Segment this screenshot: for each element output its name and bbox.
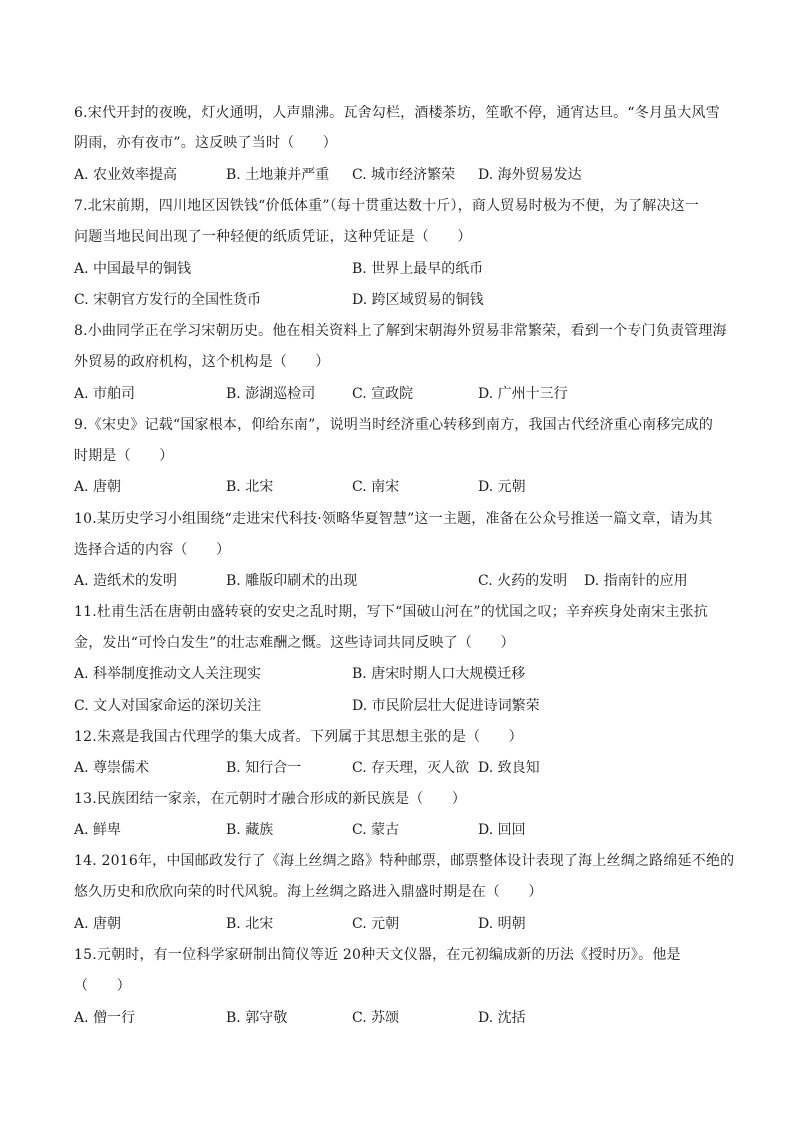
question-14-option-a[interactable]: A. 唐朝 — [74, 916, 122, 932]
question-8-line-2: 外贸易的政府机构，这个机构是（ ） — [74, 354, 330, 370]
question-11-option-a[interactable]: A. 科举制度推动文人关注现实 — [74, 666, 262, 682]
question-11-option-b[interactable]: B. 唐宋时期人口大规模迁移 — [352, 666, 526, 682]
question-15-line-2: （ ） — [74, 978, 131, 994]
question-10-option-b[interactable]: B. 雕版印刷术的出现 — [226, 573, 358, 589]
question-15-option-d[interactable]: D. 沈括 — [478, 1010, 526, 1026]
question-7-option-b[interactable]: B. 世界上最早的纸币 — [352, 261, 484, 277]
question-15-option-a[interactable]: A. 僧一行 — [74, 1010, 136, 1026]
question-11-line-1: 11.杜甫生活在唐朝由盛转衰的安史之乱时期，写下“国破山河在”的忧国之叹；辛弃疾身处南宋主张抗 — [74, 604, 708, 620]
question-12-line-1: 12.朱熹是我国古代理学的集大成者。下列属于其思想主张的是（ ） — [74, 729, 523, 745]
question-6-line-1: 6.宋代开封的夜晚，灯火通明，人声鼎沸。瓦舍勾栏，酒楼茶坊，笙歌不停，通宵达旦。“冬月虽大风雪 — [74, 105, 720, 121]
question-15-option-b[interactable]: B. 郭守敬 — [226, 1010, 288, 1026]
question-11-option-c[interactable]: C. 文人对国家命运的深切关注 — [74, 698, 262, 714]
question-14-line-1: 14. 2016年，中国邮政发行了《海上丝绸之路》特种邮票，邮票整体设计表现了海上丝绸之路绵延不绝的 — [74, 853, 735, 869]
question-14-option-d[interactable]: D. 明朝 — [478, 916, 526, 932]
question-6-option-b[interactable]: B. 土地兼并严重 — [226, 167, 330, 183]
question-8-line-1: 8.小曲同学正在学习宋朝历史。他在相关资料上了解到宋朝海外贸易非常繁荣，看到一个专门负责管理海 — [74, 323, 727, 339]
question-15-line-1: 15.元朝时，有一位科学家研制出简仪等近 20种天文仪器，在元初编成新的历法《授时历》。他是 — [74, 947, 681, 963]
question-10-option-a[interactable]: A. 造纸术的发明 — [74, 573, 178, 589]
question-9-line-2: 时期是（ ） — [74, 448, 174, 464]
question-15-option-c[interactable]: C. 苏颂 — [352, 1010, 400, 1026]
question-6-option-c[interactable]: C. 城市经济繁荣 — [352, 167, 456, 183]
question-8-option-d[interactable]: D. 广州十三行 — [478, 386, 568, 402]
question-14-option-c[interactable]: C. 元朝 — [352, 916, 400, 932]
question-8-option-a[interactable]: A. 市舶司 — [74, 386, 136, 402]
question-14-option-b[interactable]: B. 北宋 — [226, 916, 274, 932]
question-13-option-d[interactable]: D. 回回 — [478, 822, 526, 838]
question-6-option-a[interactable]: A. 农业效率提高 — [74, 167, 178, 183]
question-7-option-a[interactable]: A. 中国最早的铜钱 — [74, 261, 192, 277]
question-9-option-a[interactable]: A. 唐朝 — [74, 479, 122, 495]
question-9-line-1: 9.《宋史》记载“国家根本，仰给东南”，说明当时经济重心转移到南方，我国古代经济重心南移完成的 — [74, 417, 714, 433]
question-6-option-d[interactable]: D. 海外贸易发达 — [478, 167, 582, 183]
question-12-option-b[interactable]: B. 知行合一 — [226, 760, 302, 776]
question-7-option-d[interactable]: D. 跨区域贸易的铜钱 — [352, 292, 484, 308]
question-6-line-2: 阴雨，亦有夜市”。这反映了当时（ ） — [74, 135, 337, 151]
question-13-option-b[interactable]: B. 藏族 — [226, 822, 274, 838]
question-9-option-b[interactable]: B. 北宋 — [226, 479, 274, 495]
question-9-option-d[interactable]: D. 元朝 — [478, 479, 526, 495]
question-9-option-c[interactable]: C. 南宋 — [352, 479, 400, 495]
question-12-option-c[interactable]: C. 存天理，灭人欲 — [352, 760, 470, 776]
question-7-option-c[interactable]: C. 宋朝官方发行的全国性货币 — [74, 292, 262, 308]
question-12-option-d[interactable]: D. 致良知 — [478, 760, 540, 776]
question-10-option-d[interactable]: D. 指南针的应用 — [584, 573, 688, 589]
question-7-line-2: 问题当地民间出现了一种轻便的纸质凭证，这种凭证是（ ） — [74, 229, 472, 245]
question-10-option-c[interactable]: C. 火药的发明 — [478, 573, 568, 589]
question-13-option-a[interactable]: A. 鲜卑 — [74, 822, 122, 838]
question-12-option-a[interactable]: A. 尊崇儒术 — [74, 760, 150, 776]
question-10-line-2: 选择合适的内容（ ） — [74, 542, 231, 558]
question-8-option-c[interactable]: C. 宣政院 — [352, 386, 414, 402]
question-13-option-c[interactable]: C. 蒙古 — [352, 822, 400, 838]
question-7-line-1: 7.北宋前期，四川地区因铁钱“价低体重”（每十贯重达数十斤），商人贸易时极为不便，为了解决这一 — [74, 198, 700, 214]
question-8-option-b[interactable]: B. 澎湖巡检司 — [226, 386, 316, 402]
question-10-line-1: 10.某历史学习小组围绕“走进宋代科技·领略华夏智慧”这一主题，准备在公众号推送一篇文章，请为其 — [74, 511, 713, 527]
question-13-line-1: 13.民族团结一家亲，在元朝时才融合形成的新民族是（ ） — [74, 791, 467, 807]
question-11-option-d[interactable]: D. 市民阶层壮大促进诗词繁荣 — [352, 698, 540, 714]
question-11-line-2: 金，发出“可怜白发生”的壮志难酬之慨。这些诗词共同反映了（ ） — [74, 635, 515, 651]
question-14-line-2: 悠久历史和欣欣向荣的时代风貌。海上丝绸之路进入鼎盛时期是在（ ） — [74, 884, 543, 900]
